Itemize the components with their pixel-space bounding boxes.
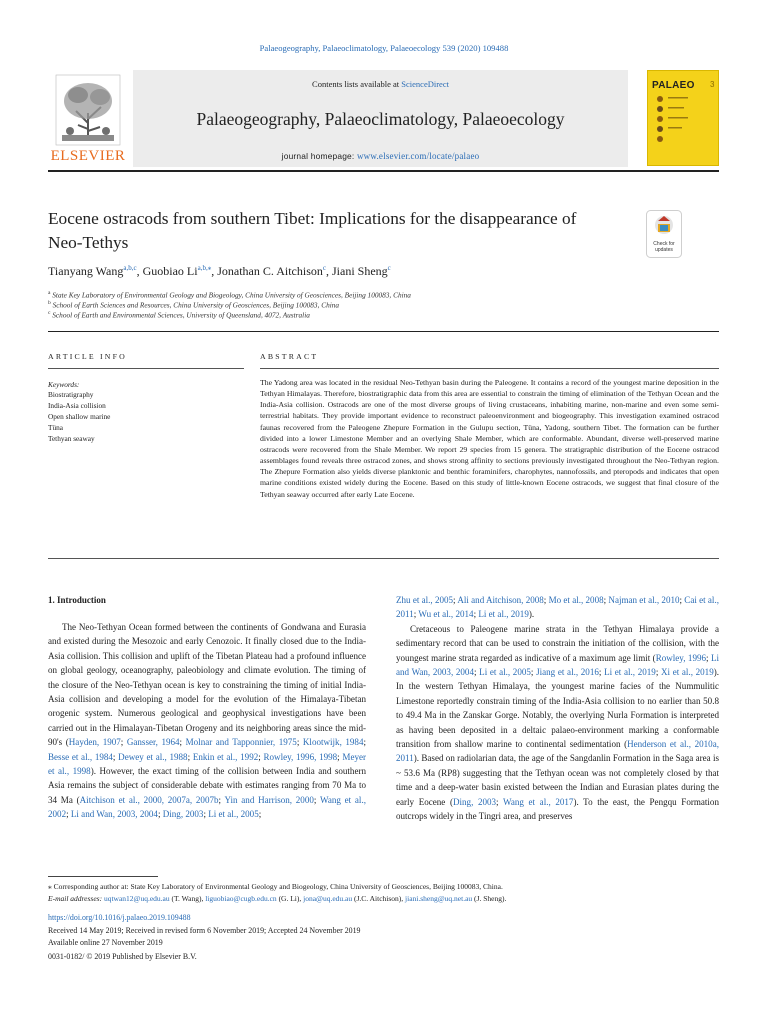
contents-line [133, 79, 628, 89]
copyright-line: 0031-0182/ © 2019 Published by Elsevier B.V. [48, 952, 197, 961]
contents-prefix: Contents lists available at [312, 79, 402, 89]
keyword-item: India-Asia collision [48, 401, 106, 410]
citation-link[interactable]: Gansser, 1964 [126, 737, 180, 748]
email-link[interactable]: jiani.sheng@uq.net.au [405, 894, 473, 903]
abstract-text: The Yadong area was located in the residual Neo-Tethyan basin during the Paleogene. It contains a record of the youngest marine deposition in the Tethyan Himalayas. Therefore, biostratigraphic data from this area are essential to constrain the timing of elimination of the Tethyan Ocean and the India-Asia collision. Ostracods are one of the most diverse groups of living crustaceans, inhabiting marine, non-marine and even some semi-terrestrial habitats. They provide important evidence to reconstruct paleoenvironment and biogeography. This investigation examined ostracod faunas recovered from the Paleogene Zhepure Formation in the Gulupu section, Tüna, Yadong, southern Tibet. The formation can be further divided into a lower Limestone Member and an overlying Shale Member, which are conformable. Abundant, diverse well-preserved marine ostracods were recovered from the Shale Member. We report 29 species from 15 genera. The stratigraphic distribution of the Eocene ostracod assemblages found reveals three ostracod zones, and shows strong affinity to sections previously investigated throughout the Neo-Tethyan region. The Zhepure Formation also yields diverse planktonic and benthic foraminifers, charophytes, nannofossils, and pteropods and indicates that open marine conditions existed widely during the Eocene. Based on this study of little-known Eocene ostracods, we suggest that final closure of the Tethyan seaway occurred after early Late Eocene. [260, 378, 719, 499]
cover-title: PALAEO [652, 80, 695, 91]
citation-link[interactable]: Xi et al., 2019 [661, 667, 714, 678]
citation-link[interactable]: Yin and Harrison, 2000 [224, 794, 314, 805]
keyword-item: Tüna [48, 423, 63, 432]
journal-title: Palaeogeography, Palaeoclimatology, Palaeoecology [196, 109, 565, 129]
article-info-rule [48, 368, 244, 369]
citation-link[interactable]: Enkin et al., 1992 [192, 751, 259, 762]
citation-link[interactable]: Besse et al., 1984 [48, 751, 113, 762]
author-name[interactable]: Tianyang Wang [48, 264, 124, 278]
email-link[interactable]: uqtwan12@uq.edu.au [103, 894, 170, 903]
citation-link[interactable]: Li et al., 2005 [208, 809, 259, 820]
journal-homepage [133, 151, 628, 161]
author-name[interactable]: Jiani Sheng [331, 264, 388, 278]
homepage-link[interactable]: www.elsevier.com/locate/palaeo [356, 151, 480, 161]
citation-link[interactable]: Najman et al., 2010 [608, 595, 680, 605]
email-addresses: E-mail addresses: uqtwan12@uq.edu.au (T. Wang), liguobiao@cugb.edu.cn (G. Li), jona@uq.edu.au (J.C. Aitchison), jiani.sheng@uq.net.au (J. Sheng). [48, 894, 507, 903]
affiliation-mark: a [48, 290, 51, 296]
abstract-heading: ABSTRACT [260, 352, 319, 361]
corresponding-author-note: ⁎ Corresponding author at: State Key Laboratory of Environmental Geology and Biogeology, China University of Geosciences, Beijing 100083, China. [48, 882, 503, 891]
author-name[interactable]: Guobiao Li [142, 264, 198, 278]
citation-link[interactable]: Dewey et al., 1988 [118, 751, 188, 762]
citation-link[interactable]: Li and Wan, 2003, 2004 [396, 652, 719, 678]
citation-link[interactable]: Li and Wan, 2003, 2004 [70, 809, 158, 820]
citation-link[interactable]: Rowley, 1996 [655, 652, 707, 663]
abstract-rule [260, 368, 719, 369]
citation-link[interactable]: Wang et al., 2017 [503, 796, 574, 807]
affiliation-mark: b [48, 300, 51, 306]
keyword-item: Tethyan seaway [48, 434, 95, 443]
svg-text:updates: updates [655, 247, 673, 253]
section-rule [48, 331, 719, 332]
citation-link[interactable]: Meyer et al., 1998 [48, 751, 367, 777]
citation-link[interactable]: Rowley, 1996, 1998 [263, 751, 338, 762]
citation-link[interactable]: Li et al., 2005 [479, 667, 531, 678]
citation-link[interactable]: Hayden, 1907 [68, 737, 121, 748]
crossmark-label: Check for [653, 241, 675, 247]
doi-link[interactable]: https://doi.org/10.1016/j.palaeo.2019.109488 [48, 913, 191, 922]
check-for-updates-icon[interactable] [646, 210, 682, 258]
keyword-item: Biostratigraphy [48, 390, 94, 399]
email-link[interactable]: liguobiao@cugb.edu.cn [205, 894, 277, 903]
citation-link[interactable]: Zhu et al., 2005 [396, 595, 454, 605]
author-list: Tianyang Wang$^{a,b,c}$, Guobiao $Li^{a,b,⁎}$, Jonathan C. Aitchison$^c$, Jiani Sheng$^c$ [48, 264, 391, 278]
cover-fossil-icons [652, 95, 714, 163]
journal-reference[interactable]: Palaeogeography, Palaeoclimatology, Palaeoecology 539 (2020) 109488 [259, 43, 509, 53]
article-title [48, 207, 638, 255]
citation-link[interactable]: Henderson et al., 2010a, 2011 [396, 739, 719, 764]
citation-link[interactable]: Cai et al., 2011 [396, 595, 719, 620]
article-title-line-2: Neo-Tethys [48, 233, 129, 252]
author-affil-mark[interactable]: a,b,c [123, 264, 137, 272]
author-affil-mark[interactable]: c [387, 264, 391, 272]
affiliation-text: School of Earth Sciences and Resources, China University of Geosciences, Beijing 100083, China [52, 300, 340, 310]
email-link[interactable]: jona@uq.edu.au [303, 894, 353, 903]
keywords-label: Keywords: [48, 380, 80, 389]
affiliation-text: School of Earth and Environmental Sciences, University of Queensland, 4072, Australia [52, 310, 310, 320]
body-paragraph: Cretaceous to Paleogene marine strata in the Tethyan Himalaya provide a sedimentary record that can be used to constrain the initiation of the collision, with the youngest marine strata regarded as indicative of a maximum age limit (Rowley, 1996; Li and Wan, 2003, 2004; Li et al., 2005; Jiang et al., 2016; Li et al., 2019; Xi et al., 2019). In the western Tethyan Himalaya, the youngest marine facies of the Nummulitic Limestone reportedly constrain timing of the India-Asia collision to no earlier than 50.8 to 49.4 Ma in the Zanskar Gorge. Notably, the overlying Nurla Formation is interpreted as having been deposited in a deltaic palaeo-environment marking a conformable transition from shallow marine to continental sedimentation (Henderson et al., 2010a, 2011). Based on radiolarian data, the age of the Sangdanlin Formation in the Saga area is ~ 53.6 Ma (RP8) suggesting that the Tethyan ocean was not completely closed by that time and a deep-water basin existed between the Indian and Eurasian plates during the early Eocene (Ding, 2003; Wang et al., 2017). To the east, the Pengqu Formation outcrops widely in the Tingri area, and preserves [396, 623, 720, 822]
journal-cover[interactable] [647, 70, 719, 166]
citation-link[interactable]: Li et al., 2019 [478, 609, 529, 620]
keyword-item: Open shallow marine [48, 412, 111, 421]
article-title-line-1: Eocene ostracods from southern Tibet: Implications for the disappearance of [48, 209, 577, 228]
email-label: E-mail addresses: [48, 894, 103, 903]
section-heading-introduction: 1. Introduction [48, 595, 106, 605]
body-paragraph: Zhu et al., 2005; Ali and Aitchison, 2008; Mo et al., 2008; Najman et al., 2010; Cai et al., 2011; Wu et al., 2014; Li et al., 2019). [396, 595, 719, 620]
citation-link[interactable]: Aitchison et al., 2000, 2007a, 2007b [79, 794, 219, 805]
affiliation [48, 290, 411, 299]
citation-link[interactable]: Mo et al., 2008 [548, 595, 604, 605]
article-info-heading: ARTICLE INFO [48, 352, 127, 361]
affiliation [48, 300, 339, 309]
citation-link[interactable]: Li et al., 2019 [604, 667, 656, 678]
affiliation-text: State Key Laboratory of Environmental Geology and Biogeology, China University of Geosciences, Beijing 100083, China [52, 290, 411, 300]
citation-link[interactable]: Jiang et al., 2016 [536, 667, 599, 678]
author-affil-mark[interactable]: a,b,⁎ [197, 264, 212, 272]
citation-link[interactable]: Wang et al., 2002 [48, 794, 366, 820]
elsevier-wordmark: ELSEVIER [50, 148, 126, 164]
body-paragraph: The Neo-Tethyan Ocean formed between the continents of Gondwana and Eurasia and existed during the Mesozoic and early Cenozoic. It finally closed due to the India-Asia collision. This collision and uplift of the Tibetan Plateau had a profound influence on global geology, oceanography, paleobiology and climate evolution. The timing of the closure of the Neo-Tethyan ocean is key to constraining the timing of initial India-Asia collision and developing a model for the evolution of the Himalaya-Tibetan orogenic system. Numerous geological and geophysical investigations have been carried out in the Himalayan-Tibetan Orogeny and its neighboring areas since the mid-90's (Hayden, 1907; Gansser, 1964; Molnar and Tapponnier, 1975; Klootwijk, 1984; Besse et al., 1984; Dewey et al., 1988; Enkin et al., 1992; Rowley, 1996, 1998; Meyer et al., 1998). However, the exact timing of the collision between India and southern Asia remains the subject of considerable debate with estimates ranging from 70 Ma to 34 Ma (Aitchison et al., 2000, 2007a, 2007b; Yin and Harrison, 2000; Wang et al., 2002; Li and Wan, 2003, 2004; Ding, 2003; Li et al., 2005; [48, 622, 367, 820]
abstract-end-rule [48, 558, 719, 559]
affiliation-mark: c [48, 310, 51, 316]
author-name[interactable]: Jonathan C. Aitchison [217, 264, 323, 278]
citation-link[interactable]: Ding, 2003 [452, 796, 497, 807]
author-affil-mark[interactable]: c [322, 264, 326, 272]
body-column-left [48, 620, 366, 822]
citation-link[interactable]: Molnar and Tapponnier, 1975 [185, 737, 297, 748]
citation-link[interactable]: Klootwijk, 1984 [302, 737, 364, 748]
body-column-right [396, 593, 719, 824]
affiliation [48, 310, 310, 319]
sciencedirect-link[interactable]: ScienceDirect [401, 79, 449, 89]
homepage-label: journal homepage: [281, 151, 357, 161]
citation-link[interactable]: Ali and Aitchison, 2008 [457, 595, 544, 605]
received-dates: Received 14 May 2019; Received in revised form 6 November 2019; Accepted 24 November 2019 [48, 926, 361, 935]
citation-link[interactable]: Wu et al., 2014 [418, 609, 474, 620]
footnote-rule [48, 876, 158, 877]
cover-issue: 3 [710, 80, 715, 89]
available-online: Available online 27 November 2019 [48, 938, 163, 947]
header-rule [48, 170, 719, 172]
citation-link[interactable]: Ding, 2003 [162, 809, 204, 820]
